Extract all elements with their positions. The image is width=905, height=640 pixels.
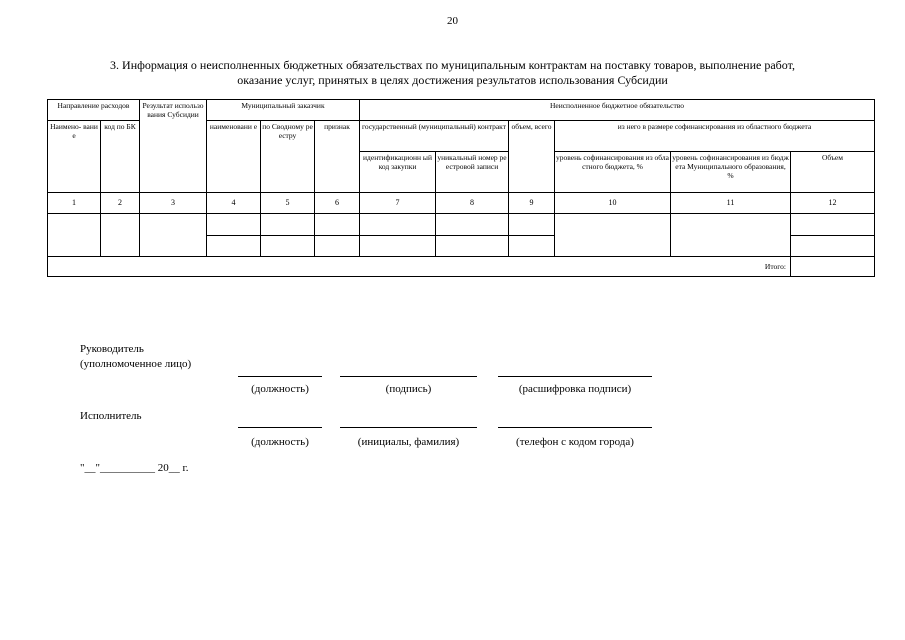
phone-caption: (телефон с кодом города)	[516, 436, 634, 448]
col-number: 7	[360, 192, 436, 213]
date-line: "__"__________ 20__ г.	[80, 462, 189, 474]
col-number: 9	[509, 192, 555, 213]
table-cell	[207, 213, 261, 235]
col-number: 4	[207, 192, 261, 213]
authorized-person-label: (уполномоченное лицо)	[80, 358, 192, 370]
table-cell	[261, 213, 315, 235]
table-cell	[261, 235, 315, 256]
col-number: 3	[140, 192, 207, 213]
col-number: 2	[101, 192, 140, 213]
table-cell	[360, 213, 436, 235]
table-cell	[436, 213, 509, 235]
header-directions: Направление расходов	[48, 100, 140, 121]
initials-caption: (инициалы, фамилия)	[357, 436, 460, 448]
signature-line	[340, 376, 477, 377]
table-cell	[360, 235, 436, 256]
decoding-caption: (расшифровка подписи)	[518, 383, 632, 395]
table-cell	[791, 235, 875, 256]
total-label: Итого:	[48, 256, 791, 276]
position-line	[238, 376, 322, 377]
table-cell	[509, 235, 555, 256]
header-cofinancing: из него в размере софинансирования из областного бюджета	[555, 121, 875, 152]
table-cell	[671, 213, 791, 256]
header-consolidated-registry: по Сводному реестру	[261, 121, 315, 192]
col-number: 6	[315, 192, 360, 213]
header-code-bk: код по БК	[101, 121, 140, 192]
table-cell	[315, 213, 360, 235]
table-cell	[48, 213, 101, 256]
header-obligation: Неисполненное бюджетное обязательство	[360, 100, 875, 121]
signature-caption: (подпись)	[385, 383, 432, 395]
obligations-table	[47, 99, 875, 277]
header-volume-total: объем, всего	[509, 121, 555, 192]
header-purchase-id: идентификационн ый код закупки	[360, 152, 436, 192]
header-sign: признак	[315, 121, 360, 192]
table-cell	[509, 213, 555, 235]
section-title	[60, 58, 845, 88]
header-volume: Объем	[791, 152, 875, 192]
table-cell	[791, 213, 875, 235]
table-cell	[140, 213, 207, 256]
title-line-1: 3. Информация о неисполненных бюджетных обязательствах по муниципальным контрактам на поставку товаров, выполнение работ,	[110, 58, 795, 72]
col-number: 1	[48, 192, 101, 213]
table-cell	[315, 235, 360, 256]
col-number: 5	[261, 192, 315, 213]
position-caption: (должность)	[251, 383, 309, 395]
header-registry-number: уникальный номер реестровой записи	[436, 152, 509, 192]
initials-line	[340, 427, 477, 428]
header-customer: Муниципальный заказчик	[207, 100, 360, 121]
table-cell	[555, 213, 671, 256]
decoding-line	[498, 376, 652, 377]
position-line-2	[238, 427, 322, 428]
executor-label: Исполнитель	[80, 410, 142, 422]
col-number: 10	[555, 192, 671, 213]
col-number: 11	[671, 192, 791, 213]
header-level-regional: уровень софинансирования из областного бюджета, %	[555, 152, 671, 192]
header-level-municipal: уровень софинансирования из бюджета Муниципального образования, %	[671, 152, 791, 192]
col-number: 8	[436, 192, 509, 213]
head-label: Руководитель	[80, 343, 144, 355]
header-result: Результат использования Субсидии	[140, 100, 207, 193]
header-contract: государственный (муниципальный) контракт	[360, 121, 509, 152]
header-name: Наимено- вание	[48, 121, 101, 192]
position-caption-2: (должность)	[251, 436, 309, 448]
title-line-2: оказание услуг, принятых в целях достижения результатов использования Субсидии	[237, 73, 668, 87]
header-customer-name: наименовани е	[207, 121, 261, 192]
total-value	[791, 256, 875, 276]
table-cell	[436, 235, 509, 256]
page-number: 20	[447, 15, 458, 27]
table-cell	[207, 235, 261, 256]
col-number: 12	[791, 192, 875, 213]
phone-line	[498, 427, 652, 428]
table-cell	[101, 213, 140, 256]
